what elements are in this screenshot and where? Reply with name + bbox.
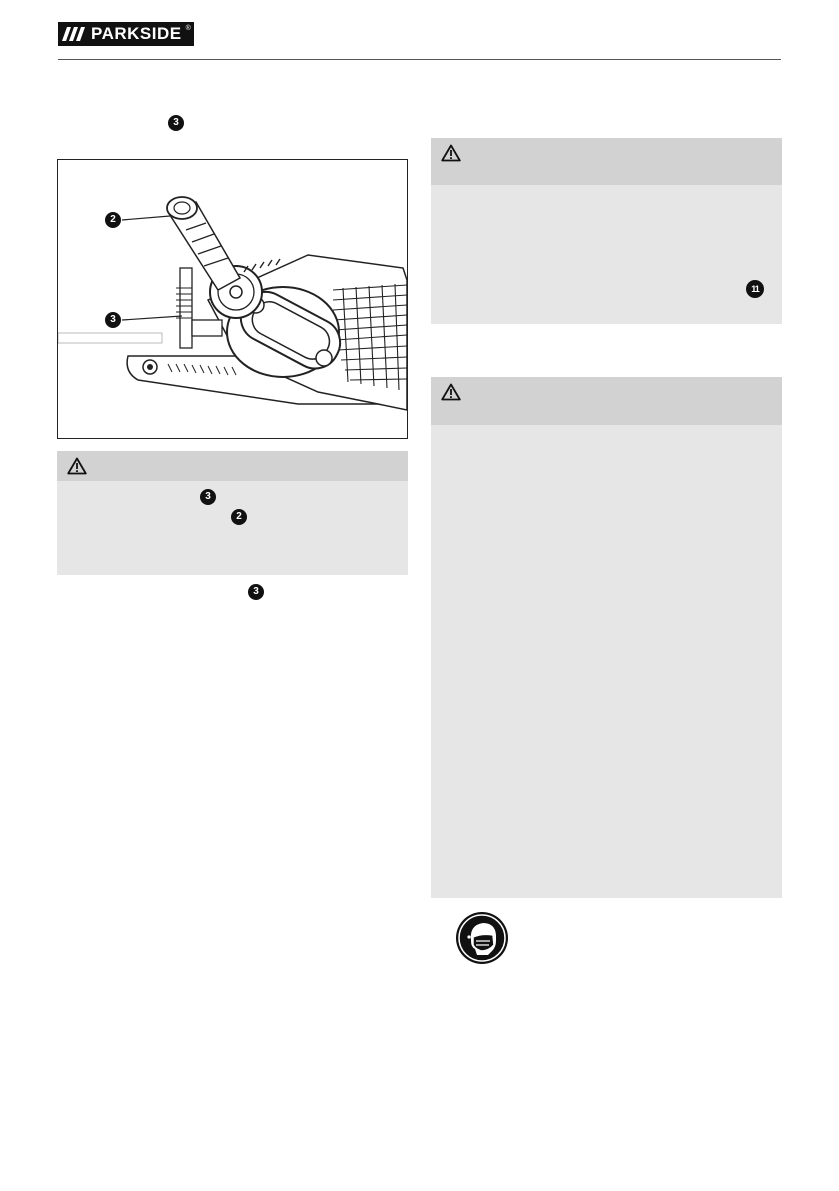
warning-box-right-1 (431, 138, 782, 324)
warning-box-right-2-header (431, 377, 782, 425)
figure-callout-3: 3 (105, 312, 121, 328)
warning-box-right-2 (431, 377, 782, 898)
sander-drawing (58, 160, 407, 438)
brand-slashes-icon (59, 23, 89, 45)
figure-sander-illustration (57, 159, 408, 439)
warning-box-left-header (57, 451, 408, 481)
warning-box-right-1-header (431, 138, 782, 185)
warning-triangle-icon (67, 457, 87, 475)
ref-marker-11: 11 (746, 280, 764, 298)
ref-marker-3: 3 (200, 489, 216, 505)
dust-mask-icon (455, 911, 509, 965)
ref-marker-3: 3 (168, 115, 184, 131)
warning-triangle-icon (441, 383, 461, 401)
ref-marker-2: 2 (231, 509, 247, 525)
brand-registered-mark: ® (185, 24, 191, 32)
warning-triangle-icon (441, 144, 461, 162)
brand-name: PARKSIDE (91, 24, 182, 43)
ref-marker-3: 3 (248, 584, 264, 600)
brand-logo (58, 22, 194, 46)
header-divider (58, 59, 781, 60)
warning-box-left (57, 451, 408, 575)
figure-callout-2: 2 (105, 212, 121, 228)
